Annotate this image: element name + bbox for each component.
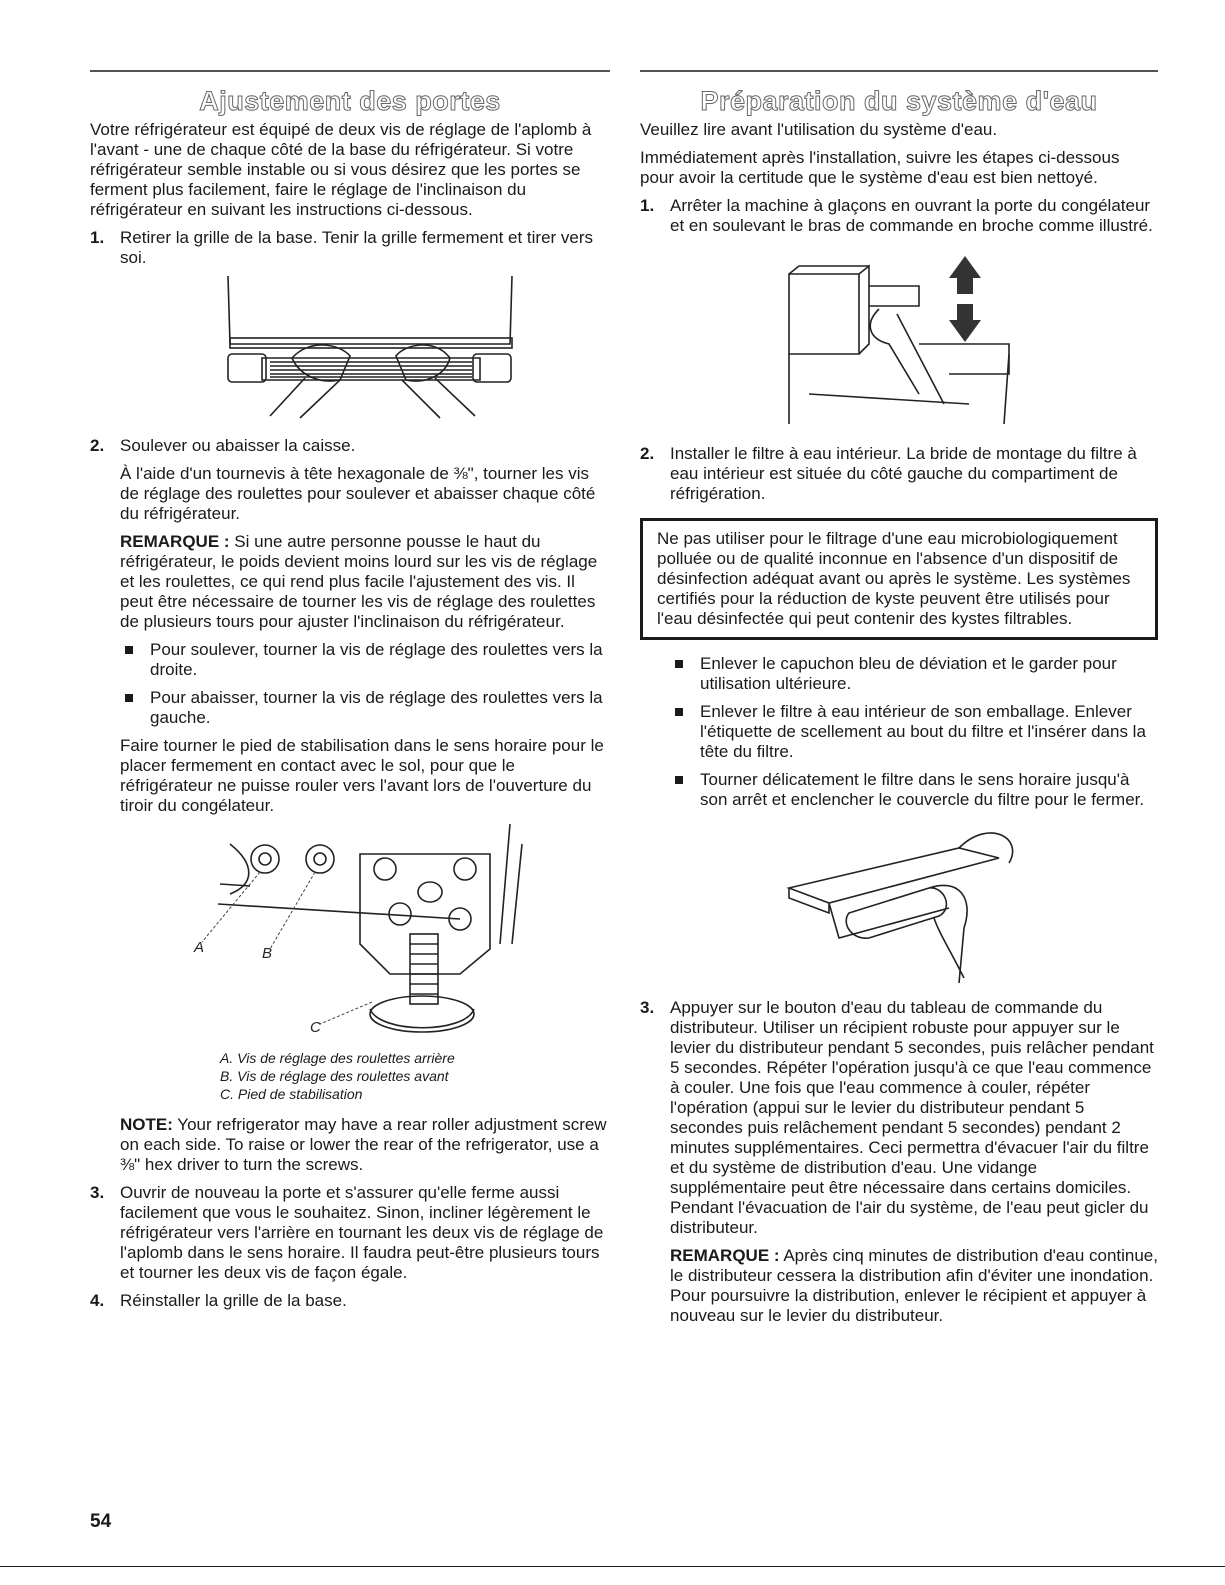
bullet-square-icon [675,660,683,668]
remarque-text: Si une autre personne pousse le haut du réfrigérateur, le poids devient moins lourd sur les vis de réglage et les roulettes, ce qui rend plus facile l'ajustement des vis. Il peut être nécessaire de tourner les vis de réglage des roulettes de plusieurs tours pour ajuster l'inclinaison du réfrigérateur. [120,532,598,631]
bullet-text: Tourner délicatement le filtre dans le sens horaire jusqu'à son arrêt et enclencher le couvercle du filtre pour le fermer. [700,770,1145,809]
caption-b: B. Vis de réglage des roulettes avant [220,1068,449,1084]
bullet-square-icon [675,708,683,716]
step-4 [90,1291,610,1311]
left-column [90,70,610,1319]
step-number: 3. [90,1183,105,1202]
page-bottom-rule [0,1566,1225,1567]
bullet-raise [120,640,610,680]
section-rule [90,70,610,72]
bullet-text: Enlever le filtre à eau intérieur de son emballage. Enlever l'étiquette de scellement au bout du filtre et l'insérer dans la tête du filtre. [700,702,1146,761]
step-2 [640,444,1158,504]
remarque-text: Après cinq minutes de distribution d'eau continue, le distributeur cessera la distribution afin d'éviter une inondation. Pour poursuivre la distribution, enlever le récipient et appuyer à nouveau sur le levier du distributeur. [670,1246,1158,1325]
step-text: Soulever ou abaisser la caisse. [120,436,356,455]
bullet-cap [670,654,1158,694]
step-number: 4. [90,1291,105,1310]
roller-screw-illustration [160,824,540,1039]
note-label: NOTE: [120,1115,173,1134]
bullet-turn-filter [670,770,1158,810]
step-text: Ouvrir de nouveau la porte et s'assurer qu'elle ferme aussi facilement que vous le souhaitez. Sinon, incliner légèrement le réfrigérateur vers l'arrière en tournant les deux vis de réglage de l'aplomb dans le sens horaire. Il faudra peut-être plusieurs tours et tourner les deux vis de façon égale. [120,1183,604,1282]
step-text: Réinstaller la grille de la base. [120,1291,347,1310]
step-1 [90,228,610,268]
caption-a: A. Vis de réglage des roulettes arrière [220,1050,455,1066]
water-filter-illustration [759,818,1039,988]
right-column [640,70,1158,1334]
step-number: 2. [640,444,655,463]
remarque-label: REMARQUE : [120,532,230,551]
section-rule [640,70,1158,72]
figure-label-c: C [310,1019,321,1036]
step-number: 2. [90,436,105,455]
section-heading-door-adjustment: Ajustement des portes [199,86,501,116]
step-3 [640,998,1158,1238]
intro-paragraph: Votre réfrigérateur est équipé de deux vis de réglage de l'aplomb à l'avant - une de chaque côté de la base du réfrigérateur. Si votre réfrigérateur semble instable ou si vous désirez que les portes se ferment plus facilement, faire le réglage de l'inclinaison du réfrigérateur en suivant les instructions ci-dessous. [90,120,592,219]
step-text: Retirer la grille de la base. Tenir la grille fermement et tirer vers soi. [120,228,594,267]
figure-caption [90,1049,610,1103]
remarque-label: REMARQUE : [670,1246,780,1265]
bullet-square-icon [125,694,133,702]
step-text: Installer le filtre à eau intérieur. La bride de montage du filtre à eau intérieur est située du côté gauche du compartiment de réfrigération. [670,444,1137,503]
remarque-paragraph [640,1246,1158,1326]
step-text: Arrêter la machine à glaçons en ouvrant la porte du congélateur et en soulevant le bras de commande en broche comme illustré. [670,196,1153,235]
ice-maker-illustration [769,244,1029,434]
caption-c: C. Pied de stabilisation [220,1086,363,1102]
step-number: 1. [90,228,105,247]
stabilizer-paragraph: Faire tourner le pied de stabilisation dans le sens horaire pour le placer fermement en contact avec le sol, pour que le réfrigérateur ne puisse rouler vers l'avant lors de l'ouverture du tiroir du congélateur. [120,736,604,815]
warning-box: Ne pas utiliser pour le filtrage d'une eau microbiologiquement polluée ou de qualité inconnue en l'absence d'un dispositif de désinfection adéquat avant ou après le système. Les systèmes certifiés pour la réduction de kyste peuvent être utilisés pour l'eau désinfectée qui peut contenir des kystes filtrables. [640,518,1158,640]
note-text: Your refrigerator may have a rear roller adjustment screw on each side. To raise or lower the rear of the refrigerator, use a ⅜" hex driver to turn the screws. [120,1115,607,1174]
note-paragraph [90,1115,610,1175]
bullet-text: Pour abaisser, tourner la vis de réglage des roulettes vers la gauche. [150,688,603,727]
base-grille-illustration [150,276,550,426]
bullet-square-icon [675,776,683,784]
bullet-text: Pour soulever, tourner la vis de réglage des roulettes vers la droite. [150,640,603,679]
hex-driver-paragraph: À l'aide d'un tournevis à tête hexagonale de ⅜", tourner les vis de réglage des roulettes pour soulever et abaisser chaque côté du réfrigérateur. [120,464,596,523]
section-heading-water-system: Préparation du système d'eau [700,86,1098,116]
step-text: Appuyer sur le bouton d'eau du tableau de commande du distributeur. Utiliser un récipient robuste pour appuyer sur le levier du distributeur pendant 5 secondes, puis relâcher pendant 5 secondes. Répéter l'opération jusqu'à ce que l'eau commence à couler. Une fois que l'eau commence à couler, répéter l'opération (appui sur le levier du distributeur pendant 5 secondes puis relâchement pendant 5 secondes) pendant 2 minutes supplémentaires. Ceci permettra d'évacuer l'air du filtre et du système de distribution d'eau. Une vidange supplémentaire peut être nécessaire dans certains domiciles. Pendant l'évacuation de l'air du système, de l'eau peut gicler du distributeur. [670,998,1154,1237]
bullet-unpack-filter [670,702,1158,762]
figure-label-a: A [194,939,205,956]
bullet-lower [120,688,610,728]
page-number: 54 [90,1511,112,1532]
bullet-square-icon [125,646,133,654]
figure-label-b: B [262,945,273,962]
step-2 [90,436,610,456]
remarque-paragraph [90,532,610,632]
step-3 [90,1183,610,1283]
bullet-text: Enlever le capuchon bleu de déviation et le garder pour utilisation ultérieure. [700,654,1117,693]
after-install-paragraph: Immédiatement après l'installation, suivre les étapes ci-dessous pour avoir la certitude que le système d'eau est bien nettoyé. [640,148,1120,187]
step-1 [640,196,1158,236]
read-first-paragraph: Veuillez lire avant l'utilisation du système d'eau. [640,120,998,139]
step-number: 3. [640,998,655,1017]
step-number: 1. [640,196,655,215]
